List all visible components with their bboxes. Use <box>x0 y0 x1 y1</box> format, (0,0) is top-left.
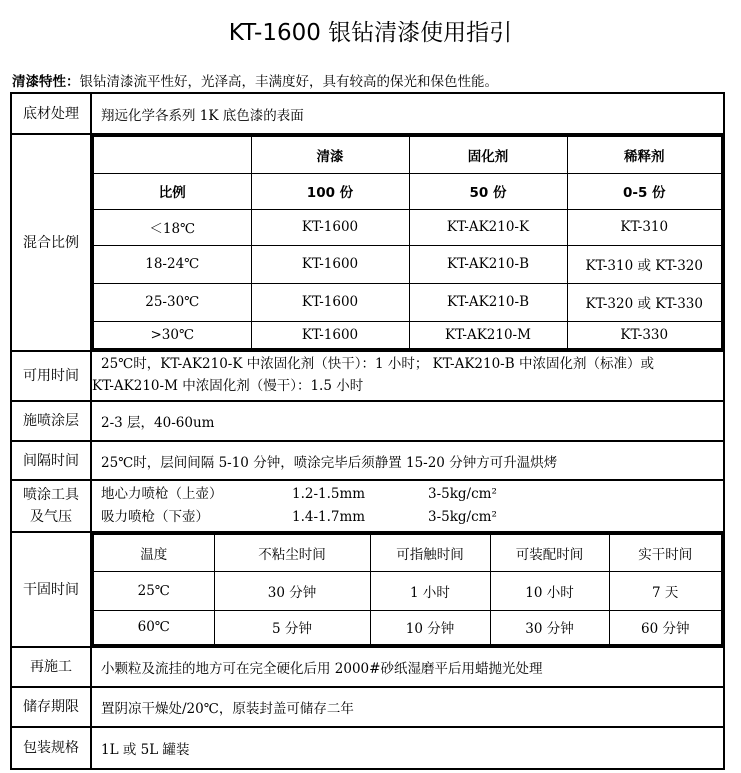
mix-cell: KT-1600 <box>251 283 409 321</box>
row-label: 间隔时间 <box>12 442 92 479</box>
spray-value: 2-3 层，40-60um <box>101 415 215 431</box>
spec-table <box>10 92 725 770</box>
row-storage <box>12 688 723 728</box>
tool-pressure: 3-5kg/cm² <box>428 486 497 502</box>
row-label: 施喷涂层 <box>12 402 92 440</box>
storage-value: 置阴凉干燥处/20℃，原装封盖可储存二年 <box>101 701 354 717</box>
drying-cell: 1 小时 <box>370 571 490 610</box>
mix-cell: KT-310 或 KT-320 <box>567 245 722 283</box>
intro-label: 清漆特性： <box>12 74 80 90</box>
mix-cell: ＜18℃ <box>93 209 251 245</box>
mix-cell: >30℃ <box>93 321 251 349</box>
mix-cell: 50 份 <box>409 173 567 209</box>
tool-nozzle: 1.2-1.5mm <box>292 486 366 502</box>
mix-cell: KT-320 或 KT-330 <box>567 283 722 321</box>
drying-header-cell: 不粘尘时间 <box>214 534 370 571</box>
mix-cell: KT-AK210-B <box>409 283 567 321</box>
tool-name: 吸力喷枪（下壶） <box>101 509 209 525</box>
mix-cell: 18-24℃ <box>93 245 251 283</box>
row-label: 可用时间 <box>12 352 92 400</box>
reapply-value: 小颗粒及流挂的地方可在完全硬化后用 2000#砂纸湿磨平后用蜡抛光处理 <box>101 661 543 677</box>
row-packaging <box>12 728 723 768</box>
mix-row <box>93 283 722 321</box>
row-potlife <box>12 352 723 402</box>
drying-cell: 30 分钟 <box>214 571 370 610</box>
mix-header-cell <box>93 136 251 173</box>
mix-cell: KT-AK210-K <box>409 209 567 245</box>
drying-cell: 5 分钟 <box>214 610 370 645</box>
mix-cell: KT-1600 <box>251 209 409 245</box>
row-interval <box>12 442 723 481</box>
drying-cell: 60℃ <box>93 610 214 645</box>
row-spray <box>12 402 723 442</box>
drying-cell: 7 天 <box>609 571 722 610</box>
mix-header-row <box>93 136 722 173</box>
drying-header-cell: 可指触时间 <box>370 534 490 571</box>
intro-text: 银钻清漆流平性好，光泽高，丰满度好，具有较高的保光和保色性能。 <box>79 74 498 90</box>
row-label: 混合比例 <box>12 135 92 350</box>
drying-cell: 60 分钟 <box>609 610 722 645</box>
mix-cell: 0-5 份 <box>567 173 722 209</box>
mix-row <box>93 173 722 209</box>
drying-cell: 10 小时 <box>490 571 609 610</box>
potlife-line2: KT-AK210-M 中浓固化剂（慢干）：1.5 小时 <box>92 378 364 394</box>
tools-label-line1: 喷涂工具 <box>23 487 79 503</box>
drying-row <box>93 571 722 610</box>
mix-cell: 100 份 <box>251 173 409 209</box>
mix-cell: KT-330 <box>567 321 722 349</box>
tool-name: 地心力喷枪（上壶） <box>101 486 223 502</box>
drying-header-cell: 实干时间 <box>609 534 722 571</box>
intro-line <box>12 70 498 90</box>
mix-cell: 25-30℃ <box>93 283 251 321</box>
row-drying <box>12 533 723 648</box>
substrate-value: 翔远化学各系列 1K 底色漆的表面 <box>101 107 304 124</box>
row-label: 储存期限 <box>12 688 92 726</box>
row-reapply <box>12 648 723 688</box>
mix-table <box>92 135 723 350</box>
row-label: 底材处理 <box>12 94 92 133</box>
mix-cell: KT-1600 <box>251 321 409 349</box>
drying-row <box>93 610 722 645</box>
potlife-line1: 25℃时，KT-AK210-K 中浓固化剂（快干）：1 小时； KT-AK210-B 中浓固化剂（标准）或 <box>101 356 654 372</box>
row-label: 包装规格 <box>12 728 92 768</box>
mix-header-cell: 固化剂 <box>409 136 567 173</box>
row-label <box>12 481 92 531</box>
interval-value: 25℃时，层间间隔 5-10 分钟，喷涂完毕后须静置 15-20 分钟方可升温烘烤 <box>101 454 558 471</box>
mix-row <box>93 245 722 283</box>
drying-header-row <box>93 534 722 571</box>
row-substrate <box>12 94 723 135</box>
row-label: 干固时间 <box>12 533 92 646</box>
mix-cell: KT-310 <box>567 209 722 245</box>
mix-header-cell: 稀释剂 <box>567 136 722 173</box>
tool-pressure: 3-5kg/cm² <box>428 509 497 525</box>
tools-label-line2: 及气压 <box>30 509 72 525</box>
drying-header-cell: 可装配时间 <box>490 534 609 571</box>
mix-row <box>93 209 722 245</box>
drying-table <box>92 533 723 646</box>
mix-row <box>93 321 722 349</box>
page-title: KT-1600 银钻清漆使用指引 <box>228 20 513 46</box>
packaging-value: 1L 或 5L 罐装 <box>101 742 190 758</box>
mix-header-cell: 清漆 <box>251 136 409 173</box>
drying-cell: 10 分钟 <box>370 610 490 645</box>
row-tools <box>12 481 723 533</box>
mix-cell: KT-AK210-M <box>409 321 567 349</box>
mix-cell: KT-AK210-B <box>409 245 567 283</box>
mix-cell: 比例 <box>93 173 251 209</box>
mix-cell: KT-1600 <box>251 245 409 283</box>
row-mix <box>12 135 723 352</box>
drying-cell: 30 分钟 <box>490 610 609 645</box>
row-label: 再施工 <box>12 648 92 686</box>
drying-header-cell: 温度 <box>93 534 214 571</box>
tool-nozzle: 1.4-1.7mm <box>292 509 366 525</box>
drying-cell: 25℃ <box>93 571 214 610</box>
